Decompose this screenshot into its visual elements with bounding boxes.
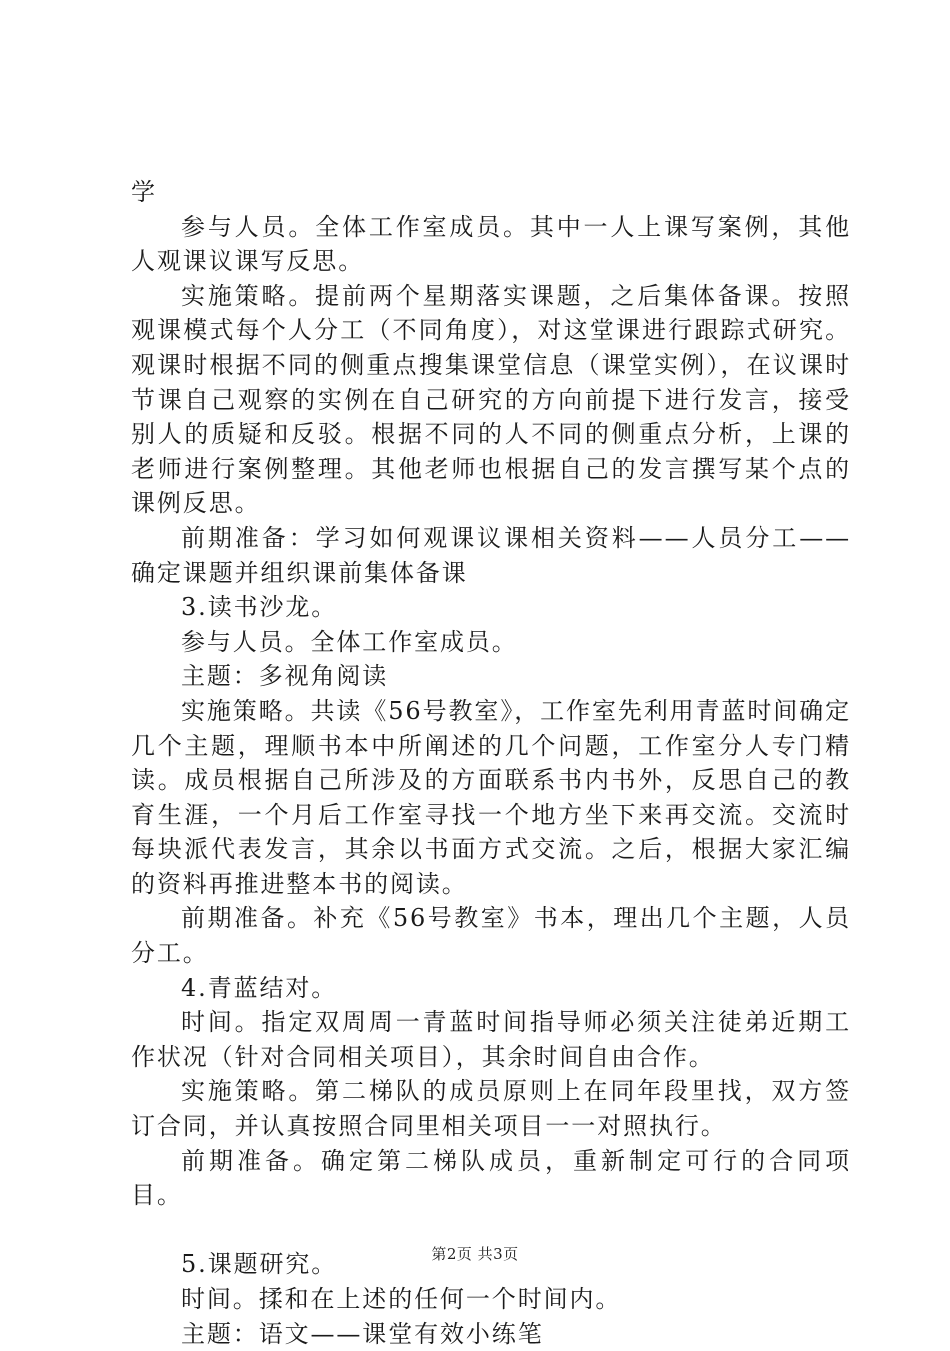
paragraph: 时间。揉和在上述的任何一个时间内。 [181, 1285, 622, 1313]
paragraph: 参与人员。全体工作室成员。 [181, 627, 518, 656]
paragraph: 主题：语文——课堂有效小练笔 [181, 1319, 544, 1348]
paragraph: 参与人员。全体工作室成员。其中一人上课写案例，其他人观课议课写反思。 [131, 212, 851, 276]
paragraph: 实施策略。提前两个星期落实课题，之后集体备课。按照观课模式每个人分工（不同角度），对这堂课进行跟踪式研究。观课时根据不同的侧重点搜集课堂信息（课堂实例），在议课时节课自己观察的实例在自己研究的方向前提下进行发言，接受别人的质疑和反驳。根据不同的人不同的侧重点分析，上课的老师进行案例整理。其他老师也根据自己的发言撰写某个点的课例反思。 [131, 281, 851, 518]
paragraph: 前期准备：学习如何观课议课相关资料——人员分工——确定课题并组织课前集体备课 [131, 523, 851, 587]
page-footer: 第2页 共3页 [431, 1245, 519, 1263]
paragraph: 实施策略。共读《56号教室》，工作室先利用青蓝时间确定几个主题，理顺书本中所阐述的几个问题，工作室分人专门精读。成员根据自己所涉及的方面联系书内书外，反思自己的教育生涯，一个月后工作室寻找一个地方坐下来再交流。交流时每块派代表发言，其余以书面方式交流。之后，根据大家汇编的资料再推进整本书的阅读。 [131, 696, 851, 898]
blank-line [131, 1213, 851, 1248]
paragraph: 学 [131, 178, 157, 206]
document-body [131, 175, 851, 1351]
paragraph: 前期准备。补充《56号教室》书本，理出几个主题，人员分工。 [131, 904, 851, 968]
paragraph: 主题：多视角阅读 [181, 662, 389, 691]
paragraph: 时间。指定双周周一青蓝时间指导师必须关注徒弟近期工作状况（针对合同相关项目），其余时间自由合作。 [131, 1008, 851, 1071]
paragraph: 实施策略。第二梯队的成员原则上在同年段里找，双方签订合同，并认真按照合同里相关项目一一对照执行。 [131, 1077, 851, 1141]
paragraph: 4.青蓝结对。 [181, 973, 338, 1002]
paragraph: 前期准备。确定第二梯队成员，重新制定可行的合同项目。 [131, 1146, 851, 1210]
paragraph: 5.课题研究。 [181, 1250, 338, 1279]
paragraph: 3.读书沙龙。 [181, 593, 338, 622]
